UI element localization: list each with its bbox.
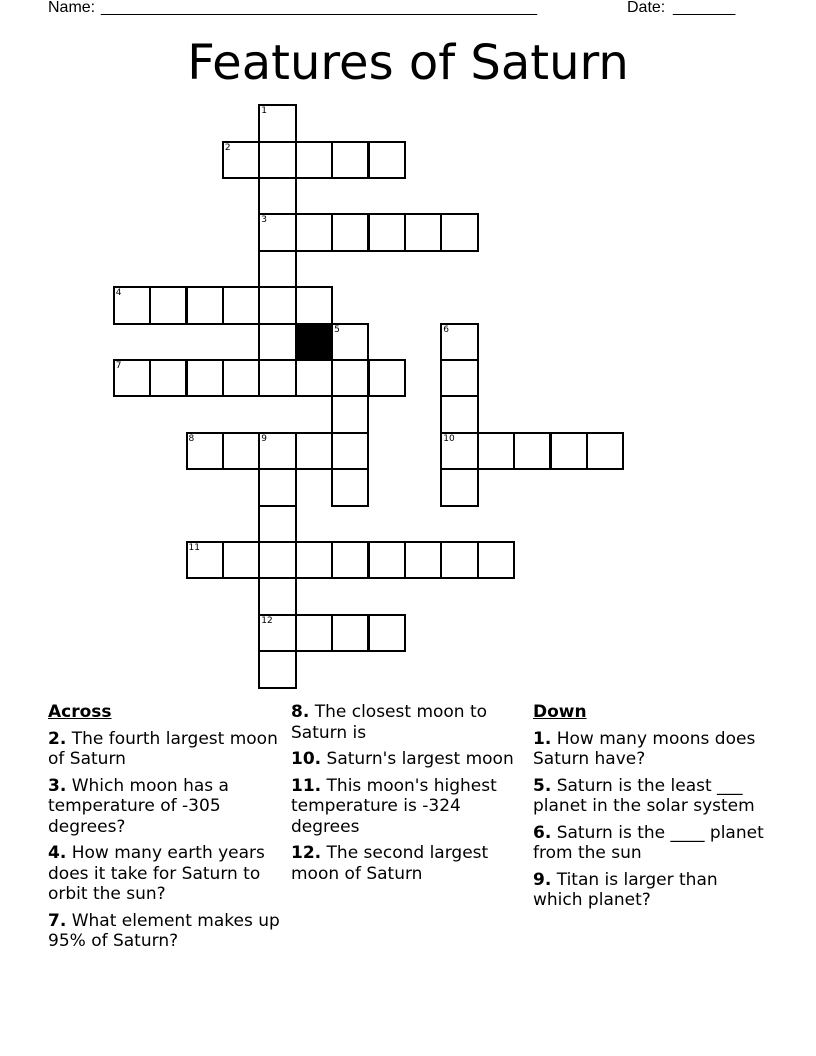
clue-down-9: 9. Titan is larger than which planet?: [533, 869, 718, 910]
clue-across-11: 11. This moon's highest temperature is -324 degrees: [291, 775, 497, 837]
crossword-cell[interactable]: [331, 432, 369, 470]
crossword-cell[interactable]: [440, 432, 478, 470]
clue-number: 11: [188, 543, 200, 553]
crossword-cell[interactable]: [331, 213, 369, 251]
crossword-cell[interactable]: [113, 286, 151, 324]
crossword-cell[interactable]: [258, 177, 296, 215]
crossword-cell[interactable]: [258, 359, 296, 397]
crossword-cell[interactable]: [295, 286, 333, 324]
clue-down-1: 1. How many moons does Saturn have?: [533, 728, 756, 769]
crossword-black-cell: [295, 323, 333, 361]
down-clues-column: [533, 702, 769, 917]
crossword-cell[interactable]: [550, 432, 588, 470]
crossword-cell[interactable]: [258, 577, 296, 615]
crossword-cell[interactable]: [258, 213, 296, 251]
crossword-cell[interactable]: [295, 213, 333, 251]
crossword-cell[interactable]: [222, 141, 260, 179]
crossword-cell[interactable]: [404, 213, 442, 251]
clue-number: 3: [261, 215, 268, 226]
crossword-cell[interactable]: [258, 286, 296, 324]
clue-across-8: 8. The closest moon to Saturn is: [291, 702, 488, 743]
date-label: Date:: [627, 0, 666, 16]
crossword-cell[interactable]: [186, 432, 224, 470]
crossword-cell[interactable]: [258, 541, 296, 579]
clue-down-6: 6. Saturn is the ____ planet from the sun: [533, 822, 764, 863]
clue-across-7: 7. What element makes up 95% of Saturn?: [48, 910, 280, 951]
crossword-cell[interactable]: [440, 468, 478, 506]
clue-number: 9: [261, 433, 268, 444]
clue-number: 7: [115, 361, 122, 371]
crossword-cell[interactable]: [586, 432, 624, 470]
clue-across-3: 3. Which moon has a temperature of -305 degrees?: [48, 775, 229, 837]
crossword-cell[interactable]: [477, 432, 515, 470]
crossword-cell[interactable]: [149, 359, 187, 397]
name-label: Name:: [48, 0, 96, 16]
crossword-cell[interactable]: [186, 359, 224, 397]
crossword-cell[interactable]: [331, 395, 369, 433]
page-title: Features of Saturn: [187, 35, 629, 91]
crossword-cell[interactable]: [258, 432, 296, 470]
date-field-line[interactable]: _______: [673, 0, 736, 16]
crossword-cell[interactable]: [258, 468, 296, 506]
across-clues-continued-column: [291, 702, 527, 890]
crossword-cell[interactable]: [258, 250, 296, 288]
crossword-cell[interactable]: [331, 141, 369, 179]
clue-number: 10: [443, 433, 455, 444]
crossword-cell[interactable]: [368, 614, 406, 652]
crossword-cell[interactable]: [440, 541, 478, 579]
crossword-cell[interactable]: [477, 541, 515, 579]
clue-number: 2: [224, 142, 231, 153]
across-clues-column: [48, 702, 284, 958]
crossword-cell[interactable]: [331, 359, 369, 397]
clue-across-12: 12. The second largest moon of Saturn: [291, 843, 489, 884]
crossword-cell[interactable]: [295, 432, 333, 470]
crossword-cell[interactable]: [258, 650, 296, 688]
crossword-cell[interactable]: [258, 505, 296, 543]
clue-number: 6: [443, 324, 450, 335]
crossword-cell[interactable]: [368, 141, 406, 179]
crossword-cell[interactable]: [331, 541, 369, 579]
crossword-cell[interactable]: [440, 213, 478, 251]
crossword-cell[interactable]: [222, 359, 260, 397]
clue-number: 12: [261, 615, 273, 626]
clue-down-5: 5. Saturn is the least ___ planet in the solar system: [533, 775, 755, 816]
crossword-cell[interactable]: [222, 541, 260, 579]
crossword-cell[interactable]: [258, 141, 296, 179]
crossword-cell[interactable]: [149, 286, 187, 324]
crossword-cell[interactable]: [295, 141, 333, 179]
clue-number: 8: [188, 433, 195, 444]
crossword-cell[interactable]: [440, 323, 478, 361]
down-heading: Down: [533, 702, 587, 722]
crossword-cell[interactable]: [513, 432, 551, 470]
crossword-cell[interactable]: [295, 359, 333, 397]
crossword-cell[interactable]: [331, 323, 369, 361]
crossword-cell[interactable]: [186, 286, 224, 324]
crossword-cell[interactable]: [404, 541, 442, 579]
crossword-cell[interactable]: [368, 359, 406, 397]
crossword-cell[interactable]: [331, 468, 369, 506]
crossword-cell[interactable]: [186, 541, 224, 579]
crossword-cell[interactable]: [258, 614, 296, 652]
clue-across-10: 10. Saturn's largest moon: [291, 749, 514, 769]
crossword-cell[interactable]: [222, 432, 260, 470]
across-heading: Across: [48, 702, 112, 722]
crossword-cell[interactable]: [258, 323, 296, 361]
crossword-cell[interactable]: [258, 104, 296, 142]
crossword-cell[interactable]: [440, 395, 478, 433]
name-field-line[interactable]: _________________________________________________: [101, 0, 538, 16]
crossword-cell[interactable]: [440, 359, 478, 397]
crossword-cell[interactable]: [295, 541, 333, 579]
clue-across-4: 4. How many earth years does it take for Saturn to orbit the sun?: [48, 843, 265, 904]
clue-across-2: 2. The fourth largest moon of Saturn: [48, 728, 278, 769]
clue-number: 1: [261, 106, 268, 117]
crossword-cell[interactable]: [368, 541, 406, 579]
clue-number: 5: [334, 324, 340, 335]
crossword-cell[interactable]: [331, 614, 369, 652]
crossword-cell[interactable]: [222, 286, 260, 324]
crossword-cell[interactable]: [368, 213, 406, 251]
crossword-cell[interactable]: [113, 359, 151, 397]
crossword-cell[interactable]: [295, 614, 333, 652]
clue-number: 4: [115, 288, 122, 299]
